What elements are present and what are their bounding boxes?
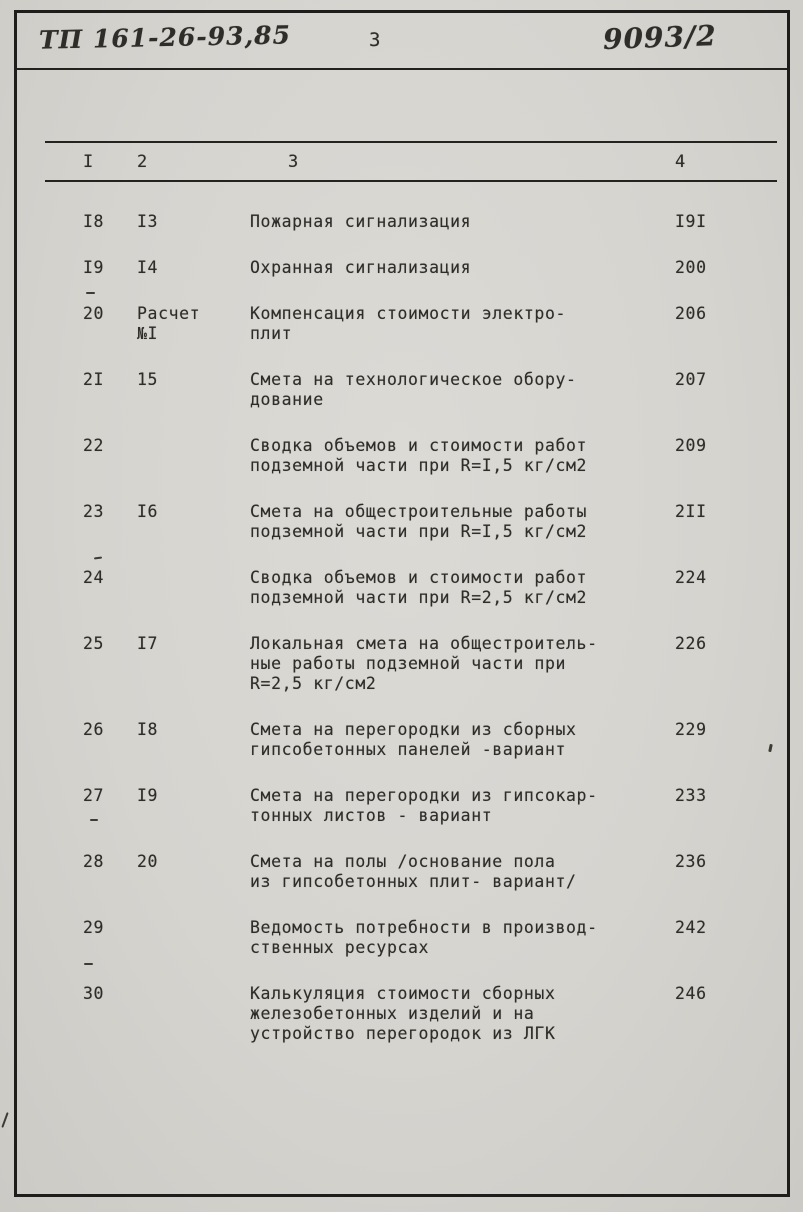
cell-page-number: 233: [675, 786, 707, 805]
cell-item-number: 27: [83, 786, 105, 805]
cell-title: [250, 212, 675, 232]
cell-item-number: 24: [83, 568, 105, 587]
scan-artifact: [1, 1112, 8, 1128]
table-row: [17, 720, 787, 760]
title-line: Смета на технологическое обору-: [250, 370, 577, 389]
title-line: Ведомость потребности в производ-: [250, 918, 598, 937]
cell-page-number: 2II: [675, 502, 707, 521]
cell-title: [250, 634, 675, 694]
scan-artifact: [90, 819, 98, 821]
cell-title: [250, 984, 675, 1044]
cell-sheet-number: [137, 258, 250, 278]
cell-title: [250, 370, 675, 410]
table-row: [17, 370, 787, 410]
title-line: Смета на полы /основание пола: [250, 852, 556, 871]
page-frame: [14, 10, 790, 1197]
sheet-line: I9: [137, 786, 159, 805]
sheet-line: I6: [137, 502, 159, 521]
sheet-line: Расчет: [137, 304, 201, 323]
table-row: [17, 258, 787, 278]
cell-item-number: 30: [83, 984, 105, 1003]
cell-page-number: 229: [675, 720, 707, 739]
table-row: [17, 568, 787, 608]
document-code: ТП 161-26-93,85: [38, 20, 292, 55]
title-line: Смета на общестроительные работы: [250, 502, 588, 521]
cell-item-number: I8: [83, 212, 105, 231]
cell-sheet-number: [137, 370, 250, 410]
title-line: устройство перегородок из ЛГК: [250, 1024, 556, 1043]
column-header-1: I: [83, 152, 95, 172]
column-header-4: 4: [675, 152, 687, 172]
sheet-line: I4: [137, 258, 159, 277]
cell-title: [250, 720, 675, 760]
table-row: [17, 852, 787, 892]
cell-item-number: 22: [83, 436, 105, 455]
sheet-line: 20: [137, 852, 159, 871]
page-number: 3: [369, 29, 382, 51]
column-header-3: 3: [288, 152, 300, 172]
column-header-2: 2: [137, 152, 149, 172]
cell-sheet-number: [137, 918, 250, 958]
cell-page-number: 226: [675, 634, 707, 653]
cell-page-number: 206: [675, 304, 707, 323]
title-line: R=2,5 кг/см2: [250, 674, 377, 693]
table-row: [17, 436, 787, 476]
cell-page-number: 246: [675, 984, 707, 1003]
cell-title: [250, 502, 675, 542]
title-line: Смета на перегородки из гипсокар-: [250, 786, 598, 805]
cell-page-number: 207: [675, 370, 707, 389]
title-line: подземной части при R=2,5 кг/см2: [250, 588, 588, 607]
sheet-line: I3: [137, 212, 159, 231]
cell-title: [250, 918, 675, 958]
scan-artifact: [84, 963, 93, 965]
title-line: подземной части при R=I,5 кг/см2: [250, 522, 588, 541]
cell-title: [250, 304, 675, 344]
title-line: ственных ресурсах: [250, 938, 430, 957]
sheet-line: 15: [137, 370, 159, 389]
title-line: Смета на перегородки из сборных: [250, 720, 577, 739]
cell-item-number: 2I: [83, 370, 105, 389]
cell-page-number: I9I: [675, 212, 707, 231]
cell-sheet-number: [137, 720, 250, 760]
cell-sheet-number: [137, 436, 250, 476]
title-line: из гипсобетонных плит- вариант/: [250, 872, 577, 891]
cell-item-number: 28: [83, 852, 105, 871]
title-line: Сводка объемов и стоимости работ: [250, 436, 588, 455]
cell-item-number: 29: [83, 918, 105, 937]
cell-page-number: 200: [675, 258, 707, 277]
cell-sheet-number: [137, 786, 250, 826]
cell-page-number: 242: [675, 918, 707, 937]
table-header-rule: [45, 180, 777, 182]
title-line: гипсобетонных панелей -вариант: [250, 740, 567, 759]
toc-rows: [17, 212, 787, 1044]
sheet-line: №I: [137, 324, 159, 343]
cell-sheet-number: [137, 568, 250, 608]
title-line: Пожарная сигнализация: [250, 212, 472, 231]
table-row: [17, 984, 787, 1044]
title-line: Локальная смета на общестроитель-: [250, 634, 598, 653]
sheet-line: I8: [137, 720, 159, 739]
cell-sheet-number: [137, 212, 250, 232]
sheet-line: I7: [137, 634, 159, 653]
cell-item-number: I9: [83, 258, 105, 277]
title-line: Калькуляция стоимости сборных: [250, 984, 556, 1003]
table-row: [17, 502, 787, 542]
page-header: [17, 13, 787, 70]
cell-title: [250, 436, 675, 476]
table-row: [17, 212, 787, 232]
cell-item-number: 26: [83, 720, 105, 739]
title-line: дование: [250, 390, 324, 409]
table-row: [17, 304, 787, 344]
title-line: ные работы подземной части при: [250, 654, 567, 673]
title-line: Сводка объемов и стоимости работ: [250, 568, 588, 587]
cell-sheet-number: [137, 502, 250, 542]
cell-sheet-number: [137, 984, 250, 1044]
cell-sheet-number: [137, 852, 250, 892]
cell-sheet-number: [137, 304, 250, 344]
title-line: Компенсация стоимости электро-: [250, 304, 567, 323]
column-headers: [17, 152, 787, 172]
cell-item-number: 20: [83, 304, 105, 323]
table-row: [17, 918, 787, 958]
cell-page-number: 236: [675, 852, 707, 871]
table-top-rule: [45, 141, 777, 143]
table-row: [17, 786, 787, 826]
cell-page-number: 209: [675, 436, 707, 455]
toc-table: [17, 141, 787, 1044]
cell-item-number: 25: [83, 634, 105, 653]
cell-page-number: 224: [675, 568, 707, 587]
table-row: [17, 634, 787, 694]
title-line: тонных листов - вариант: [250, 806, 493, 825]
cell-title: [250, 568, 675, 608]
cell-title: [250, 786, 675, 826]
scan-artifact: [86, 292, 95, 294]
title-line: плит: [250, 324, 293, 343]
cell-item-number: 23: [83, 502, 105, 521]
title-line: железобетонных изделий и на: [250, 1004, 535, 1023]
cell-title: [250, 852, 675, 892]
title-line: подземной части при R=I,5 кг/см2: [250, 456, 588, 475]
inventory-number: 9093/2: [602, 19, 718, 56]
cell-sheet-number: [137, 634, 250, 694]
cell-title: [250, 258, 675, 278]
title-line: Охранная сигнализация: [250, 258, 472, 277]
